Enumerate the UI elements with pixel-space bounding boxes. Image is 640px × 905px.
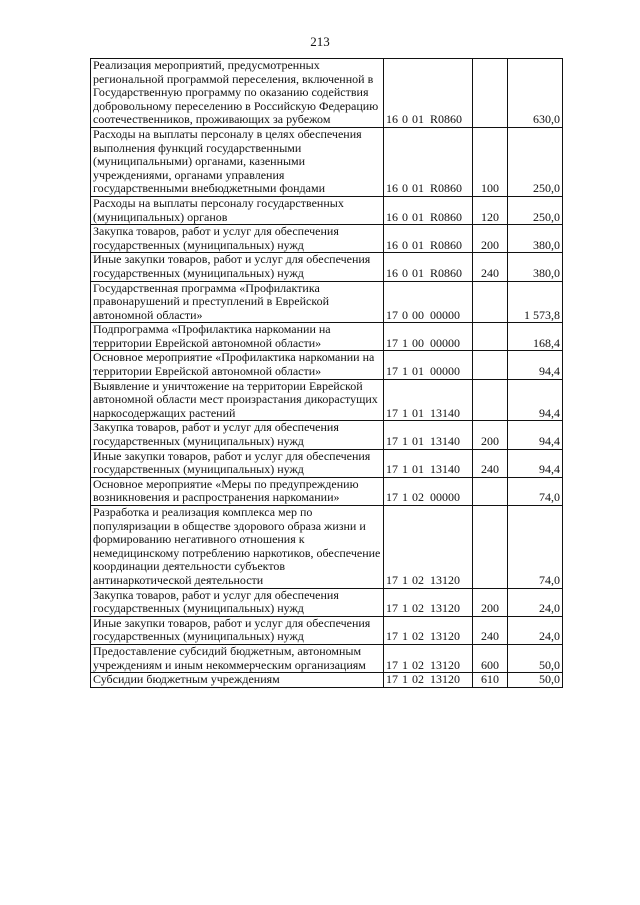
amount-cell: 50,0 <box>508 644 563 672</box>
target-article-cell <box>384 644 473 672</box>
code-part: 16 <box>386 237 398 252</box>
amount-cell: 380,0 <box>508 225 563 253</box>
expense-name-cell: Расходы на выплаты персоналу в целях обеспечения выполнения функций государственными (муниципальными) органами, казенными учреждениями, органами управления государственными внебюджетными фондами <box>91 127 384 196</box>
code-part: 16 <box>386 265 398 280</box>
budget-table <box>90 58 563 688</box>
table-row <box>91 323 563 351</box>
code-part: 0 <box>402 181 408 196</box>
expense-name-cell: Реализация мероприятий, предусмотренных региональной программой переселения, включенной в Государственную программу по оказанию содействия добровольному переселению в Российскую Федерацию соотечественников, проживающих за рубежом <box>91 59 384 128</box>
table-row <box>91 477 563 505</box>
code-part: 01 <box>412 405 424 420</box>
code-part: 1 <box>402 405 408 420</box>
table-row <box>91 351 563 379</box>
amount-cell: 24,0 <box>508 616 563 644</box>
amount-cell: 250,0 <box>508 127 563 196</box>
code-part: 13120 <box>430 672 460 687</box>
code-part: 01 <box>412 364 424 379</box>
amount-cell: 94,4 <box>508 449 563 477</box>
code-part: 17 <box>386 629 398 644</box>
table-row <box>91 127 563 196</box>
budget-table-body <box>91 59 563 688</box>
table-row <box>91 588 563 616</box>
expense-type-cell: 120 <box>473 196 508 224</box>
code-part: 17 <box>386 307 398 322</box>
code-part: R0860 <box>430 112 463 127</box>
target-article-cell <box>384 323 473 351</box>
target-article-cell <box>384 225 473 253</box>
expense-name-cell: Закупка товаров, работ и услуг для обеспечения государственных (муниципальных) нужд <box>91 421 384 449</box>
amount-cell: 74,0 <box>508 477 563 505</box>
amount-cell: 94,4 <box>508 351 563 379</box>
expense-type-cell <box>473 477 508 505</box>
expense-type-cell: 240 <box>473 253 508 281</box>
code-part: R0860 <box>430 181 463 196</box>
code-part: 01 <box>412 434 424 449</box>
expense-name-cell: Иные закупки товаров, работ и услуг для обеспечения государственных (муниципальных) нужд <box>91 253 384 281</box>
table-row <box>91 253 563 281</box>
expense-type-cell: 100 <box>473 127 508 196</box>
target-article-cell <box>384 379 473 421</box>
code-part: 17 <box>386 572 398 587</box>
target-article-cell <box>384 421 473 449</box>
expense-type-cell: 600 <box>473 644 508 672</box>
table-row <box>91 421 563 449</box>
expense-type-cell: 610 <box>473 673 508 688</box>
target-article-cell <box>384 196 473 224</box>
code-part: 13120 <box>430 657 460 672</box>
target-article-cell <box>384 59 473 128</box>
code-part: 02 <box>412 629 424 644</box>
code-part: 1 <box>402 572 408 587</box>
code-part: 02 <box>412 572 424 587</box>
expense-name-cell: Закупка товаров, работ и услуг для обеспечения государственных (муниципальных) нужд <box>91 225 384 253</box>
amount-cell: 250,0 <box>508 196 563 224</box>
amount-cell: 94,4 <box>508 421 563 449</box>
code-part: 00 <box>412 335 424 350</box>
code-part: 1 <box>402 629 408 644</box>
code-part: 0 <box>402 265 408 280</box>
target-article-cell <box>384 588 473 616</box>
code-part: 0 <box>402 307 408 322</box>
code-part: 01 <box>412 112 424 127</box>
amount-cell: 168,4 <box>508 323 563 351</box>
code-part: 13120 <box>430 601 460 616</box>
target-article-cell <box>384 127 473 196</box>
amount-cell: 94,4 <box>508 379 563 421</box>
code-part: R0860 <box>430 237 463 252</box>
code-part: 00000 <box>430 490 460 505</box>
expense-name-cell: Предоставление субсидий бюджетным, автономным учреждениям и иным некоммерческим организациям <box>91 644 384 672</box>
expense-type-cell: 200 <box>473 588 508 616</box>
code-part: 17 <box>386 672 398 687</box>
expense-name-cell: Подпрограмма «Профилактика наркомании на территории Еврейской автономной области» <box>91 323 384 351</box>
code-part: 01 <box>412 209 424 224</box>
code-part: 13140 <box>430 462 460 477</box>
code-part: 1 <box>402 601 408 616</box>
code-part: 17 <box>386 434 398 449</box>
expense-name-cell: Иные закупки товаров, работ и услуг для обеспечения государственных (муниципальных) нужд <box>91 449 384 477</box>
expense-name-cell: Выявление и уничтожение на территории Еврейской автономной области мест произрастания дикорастущих наркосодержащих растений <box>91 379 384 421</box>
expense-type-cell: 200 <box>473 225 508 253</box>
code-part: 00000 <box>430 307 460 322</box>
code-part: 16 <box>386 181 398 196</box>
expense-name-cell: Основное мероприятие «Профилактика наркомании на территории Еврейской автономной области» <box>91 351 384 379</box>
expense-type-cell <box>473 379 508 421</box>
table-row <box>91 644 563 672</box>
code-part: 17 <box>386 364 398 379</box>
target-article-cell <box>384 449 473 477</box>
table-row <box>91 225 563 253</box>
expense-name-cell: Иные закупки товаров, работ и услуг для обеспечения государственных (муниципальных) нужд <box>91 616 384 644</box>
code-part: 02 <box>412 490 424 505</box>
code-part: 17 <box>386 462 398 477</box>
target-article-cell <box>384 616 473 644</box>
expense-name-cell: Расходы на выплаты персоналу государственных (муниципальных) органов <box>91 196 384 224</box>
target-article-cell <box>384 477 473 505</box>
table-row <box>91 449 563 477</box>
amount-cell: 630,0 <box>508 59 563 128</box>
code-part: 13140 <box>430 434 460 449</box>
code-part: 1 <box>402 434 408 449</box>
code-part: 0 <box>402 112 408 127</box>
code-part: 0 <box>402 209 408 224</box>
code-part: 1 <box>402 335 408 350</box>
code-part: 13120 <box>430 629 460 644</box>
expense-type-cell: 200 <box>473 421 508 449</box>
table-row <box>91 281 563 323</box>
expense-name-cell: Государственная программа «Профилактика правонарушений и преступлений в Еврейской автономной области» <box>91 281 384 323</box>
amount-cell: 380,0 <box>508 253 563 281</box>
code-part: 00000 <box>430 335 460 350</box>
target-article-cell <box>384 673 473 688</box>
expense-type-cell <box>473 323 508 351</box>
amount-cell: 24,0 <box>508 588 563 616</box>
expense-type-cell <box>473 59 508 128</box>
table-row <box>91 379 563 421</box>
code-part: 1 <box>402 657 408 672</box>
code-part: 02 <box>412 672 424 687</box>
code-part: 17 <box>386 657 398 672</box>
code-part: 1 <box>402 364 408 379</box>
code-part: 13120 <box>430 572 460 587</box>
expense-type-cell <box>473 351 508 379</box>
amount-cell: 1 573,8 <box>508 281 563 323</box>
table-row <box>91 59 563 128</box>
code-part: 1 <box>402 490 408 505</box>
code-part: 17 <box>386 601 398 616</box>
code-part: 00 <box>412 307 424 322</box>
target-article-cell <box>384 506 473 589</box>
page-number: 213 <box>310 34 330 49</box>
code-part: 16 <box>386 112 398 127</box>
expense-type-cell: 240 <box>473 449 508 477</box>
table-row <box>91 506 563 589</box>
code-part: R0860 <box>430 265 463 280</box>
expense-type-cell: 240 <box>473 616 508 644</box>
expense-name-cell: Основное мероприятие «Меры по предупреждению возникновения и распространения наркомании» <box>91 477 384 505</box>
code-part: 17 <box>386 490 398 505</box>
code-part: 01 <box>412 462 424 477</box>
expense-type-cell <box>473 281 508 323</box>
code-part: 01 <box>412 265 424 280</box>
code-part: 1 <box>402 462 408 477</box>
expense-name-cell: Субсидии бюджетным учреждениям <box>91 673 384 688</box>
code-part: 17 <box>386 335 398 350</box>
code-part: 01 <box>412 181 424 196</box>
expense-type-cell <box>473 506 508 589</box>
target-article-cell <box>384 253 473 281</box>
code-part: 16 <box>386 209 398 224</box>
amount-cell: 74,0 <box>508 506 563 589</box>
code-part: R0860 <box>430 209 463 224</box>
code-part: 17 <box>386 405 398 420</box>
code-part: 13140 <box>430 405 460 420</box>
code-part: 01 <box>412 237 424 252</box>
code-part: 02 <box>412 601 424 616</box>
code-part: 1 <box>402 672 408 687</box>
code-part: 00000 <box>430 364 460 379</box>
table-row <box>91 616 563 644</box>
target-article-cell <box>384 351 473 379</box>
table-row <box>91 196 563 224</box>
target-article-cell <box>384 281 473 323</box>
expense-name-cell: Разработка и реализация комплекса мер по популяризации в обществе здорового образа жизни и формированию негативного отношения к немедицинскому потреблению наркотиков, обеспечение координации деятельности субъектов антинаркотической деятельности <box>91 506 384 589</box>
expense-name-cell: Закупка товаров, работ и услуг для обеспечения государственных (муниципальных) нужд <box>91 588 384 616</box>
code-part: 02 <box>412 657 424 672</box>
amount-cell: 50,0 <box>508 673 563 688</box>
table-row <box>91 673 563 688</box>
code-part: 0 <box>402 237 408 252</box>
